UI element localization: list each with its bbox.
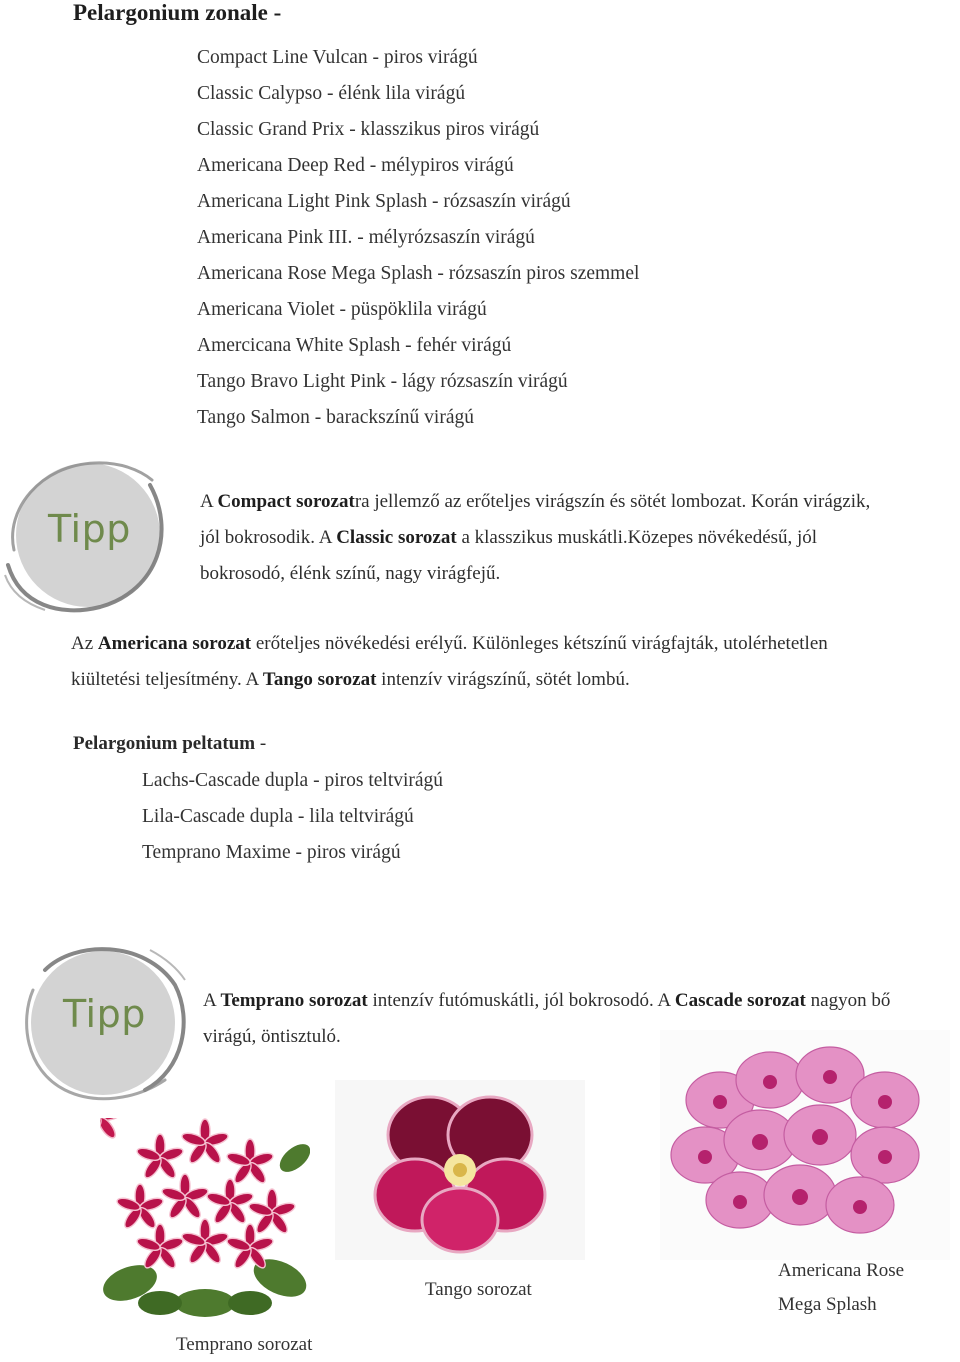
tip1-text: ra jellemző az erőteljes virágszín és sötét lombozat. Korán virágzik, (354, 491, 871, 512)
peltatum-heading-title: Pelargonium peltatum (73, 733, 256, 754)
list-item: Americana Light Pink Splash - rózsaszín virágú (197, 191, 571, 212)
zonale-heading: Pelargonium zonale - (73, 0, 282, 25)
tip1-text: jól bokrosodik. A (200, 527, 332, 548)
tip2-bold-temprano: Temprano sorozat (220, 990, 368, 1011)
americana-caption-line1: Americana Rose (778, 1260, 905, 1281)
temprano-caption: Temprano sorozat (176, 1334, 313, 1355)
para-text: erőteljes növékedési erélyű. Különleges kétszínű virágfajták, utolérhetetlen (255, 633, 828, 654)
list-item: Classic Calypso - élénk lila virágú (197, 83, 466, 104)
list-item: Compact Line Vulcan - piros virágú (197, 47, 478, 68)
para-bold-tango: Tango sorozat (262, 669, 377, 690)
geranium-flower-icon (335, 1080, 585, 1260)
geranium-flower-icon (100, 1118, 310, 1318)
tip2-text: A (203, 990, 216, 1011)
tipp-label: Tipp (63, 992, 146, 1036)
list-item: Americana Violet - püspöklila virágú (197, 299, 487, 320)
list-item: Tango Bravo Light Pink - lágy rózsaszín virágú (197, 371, 568, 392)
peltatum-heading (73, 733, 266, 755)
peltatum-list (142, 763, 443, 871)
tipp-label: Tipp (48, 507, 131, 551)
para-bold-americana: Americana sorozat (97, 633, 252, 654)
list-item: Amercicana White Splash - fehér virágú (197, 335, 512, 356)
americana-photo (660, 1030, 950, 1260)
americana-paragraph (71, 626, 951, 698)
list-item: Lachs-Cascade dupla - piros teltvirágú (142, 770, 444, 791)
peltatum-heading-suffix: - (259, 733, 267, 754)
para-text: Az (71, 633, 94, 654)
list-item: Americana Deep Red - mélypiros virágú (197, 155, 514, 176)
tip2-text: nagyon bő (810, 990, 891, 1011)
tango-photo (335, 1080, 585, 1260)
tip-badge-1 (0, 455, 170, 615)
list-item: Tango Salmon - barackszínű virágú (197, 407, 474, 428)
tip1-text: A (200, 491, 213, 512)
para-text: kiültetési teljesítmény. A (71, 669, 259, 690)
tip2-text: intenzív futómuskátli, jól bokrosodó. A (372, 990, 671, 1011)
tip2-text: virágú, öntisztuló. (203, 1026, 341, 1047)
list-item: Americana Pink III. - mélyrózsaszín virágú (197, 227, 535, 248)
geranium-flower-icon (660, 1030, 950, 1260)
tip2-bold-cascade: Cascade sorozat (674, 990, 806, 1011)
zonale-list (197, 40, 639, 436)
list-item: Temprano Maxime - piros virágú (142, 842, 401, 863)
list-item: Americana Rose Mega Splash - rózsaszín piros szemmel (197, 263, 640, 284)
tango-caption: Tango sorozat (425, 1279, 532, 1300)
tip1-text: a klasszikus muskátli.Közepes növékedésű, jól (461, 527, 818, 548)
para-text: intenzív virágszínű, sötét lombú. (381, 669, 630, 690)
temprano-photo (100, 1118, 310, 1318)
tip-text-1 (200, 484, 955, 592)
tip1-bold-compact: Compact sorozat (217, 491, 355, 512)
tip1-bold-classic: Classic sorozat (336, 527, 457, 548)
list-item: Classic Grand Prix - klasszikus piros virágú (197, 119, 540, 140)
tip1-text: bokrosodó, élénk színű, nagy virágfejű. (200, 563, 501, 584)
list-item: Lila-Cascade dupla - lila teltvirágú (142, 806, 414, 827)
tip-badge-2 (15, 940, 190, 1105)
americana-caption-line2: Mega Splash (778, 1294, 877, 1315)
